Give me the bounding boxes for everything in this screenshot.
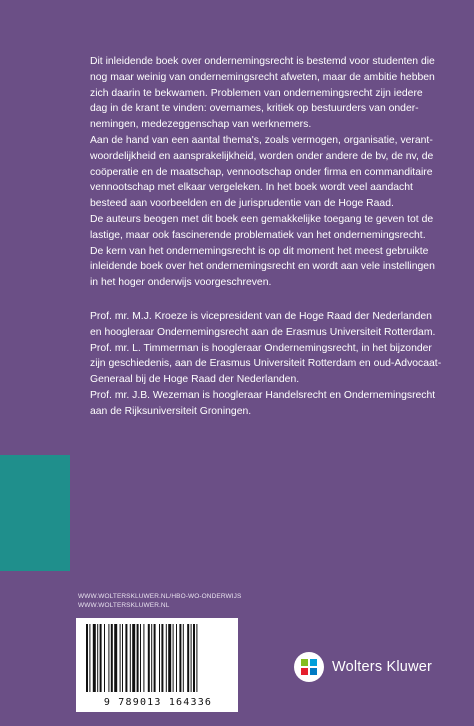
barcode-bar	[122, 624, 123, 692]
description-line: besteed aan voorbeelden en de jurisprudentie van de Hoge Raad.	[90, 198, 394, 210]
barcode-bar	[86, 624, 88, 692]
barcode-bar	[148, 624, 150, 692]
barcode-bar	[114, 624, 117, 692]
barcode-bar	[183, 624, 184, 692]
url-main[interactable]: WWW.WOLTERSKLUWER.NL	[78, 602, 170, 609]
author-bio-line: zijn geschiedenis, aan de Erasmus Universiteit Rotterdam en oud-Advocaat-	[90, 358, 442, 370]
barcode-bar	[89, 624, 90, 692]
back-cover-text	[90, 54, 450, 420]
isbn-number: 9 789013 164336	[103, 697, 213, 708]
barcode-bar	[120, 624, 121, 692]
barcode-bar	[108, 624, 109, 692]
barcode-bar	[154, 624, 156, 692]
barcode-bars	[86, 624, 228, 692]
description-line: zich daarin te bekwamen. Problemen van ondernemingsrecht zijn iedere	[90, 87, 423, 99]
barcode-bar	[196, 624, 197, 692]
accent-bar	[0, 455, 70, 571]
barcode-bar	[125, 624, 127, 692]
author-bio-line: Prof. mr. M.J. Kroeze is vicepresident van de Hoge Raad der Nederlanden	[90, 310, 432, 322]
url-education[interactable]: WWW.WOLTERSKLUWER.NL/HBO-WO-ONDERWIJS	[78, 593, 242, 600]
wolters-kluwer-logo-icon	[294, 652, 324, 682]
barcode-bar	[166, 624, 167, 692]
description-line: woordelijkheid en aansprakelijkheid, worden onder andere de bv, de nv, de	[90, 150, 434, 162]
barcode-bar	[151, 624, 152, 692]
barcode-bar	[104, 624, 105, 692]
barcode-bar	[143, 624, 144, 692]
author-bio-line: Prof. mr. L. Timmerman is hoogleraar Ondernemingsrecht, in het bijzonder	[90, 342, 432, 354]
barcode-bar	[159, 624, 160, 692]
description-line: lastige, maar ook fascinerende problematiek van het ondernemingsrecht.	[90, 229, 426, 241]
barcode-bar	[111, 624, 113, 692]
barcode-bar	[161, 624, 163, 692]
barcode-bar	[137, 624, 139, 692]
description-line: nog maar weinig van ondernemingsrecht afweten, maar de ambitie hebben	[90, 71, 435, 83]
description-line: nemingen, medezeggenschap van werknemers.	[90, 119, 312, 131]
publisher-name: Wolters Kluwer	[332, 659, 433, 675]
barcode-bar	[168, 624, 171, 692]
description-line: De auteurs beogen met dit boek een gemakkelijke toegang te geven tot de	[90, 213, 434, 225]
description-line: dag in de krant te vinden: overnames, kritiek op bestuurders van onder-	[90, 103, 419, 115]
barcode-bar	[191, 624, 192, 692]
barcode-bar	[173, 624, 174, 692]
barcode-bar	[100, 624, 102, 692]
description-line: inleidende boek over het ondernemingsrecht en wordt aan vele instellingen	[90, 261, 435, 273]
author-bio-line: aan de Rijksuniversiteit Groningen.	[90, 405, 252, 417]
publisher-urls	[78, 592, 241, 610]
barcode-bar	[187, 624, 189, 692]
barcode-bar	[97, 624, 98, 692]
description-line: in het hoger onderwijs voorgeschreven.	[90, 277, 272, 289]
description-line: Dit inleidende boek over ondernemingsrecht is bestemd voor studenten die	[90, 56, 435, 67]
description-line: coöperatie en de maatschap, vennootschap onder firma en commanditaire	[90, 166, 433, 178]
author-bio-line: Generaal bij de Hoge Raad der Nederlanden.	[90, 374, 300, 386]
author-bio-line: Prof. mr. J.B. Wezeman is hoogleraar Handelsrecht en Ondernemingsrecht	[90, 389, 436, 401]
barcode-bar	[193, 624, 195, 692]
barcode-bar	[179, 624, 181, 692]
publisher-logo	[294, 651, 432, 683]
author-bio-line: en hoogleraar Ondernemingsrecht aan de Erasmus Universiteit Rotterdam.	[90, 326, 436, 338]
description-line: De kern van het ondernemingsrecht is op dit moment het meest gebruikte	[90, 245, 429, 257]
barcode-bar	[130, 624, 131, 692]
barcode-bar	[93, 624, 96, 692]
description-line: Aan de hand van een aantal thema's, zoals vermogen, organisatie, verant-	[90, 134, 433, 146]
isbn-barcode	[76, 618, 238, 712]
barcode-bar	[176, 624, 177, 692]
barcode-bar	[140, 624, 141, 692]
barcode-bar	[132, 624, 135, 692]
description-line: vennootschap met elkaar vergeleken. In het boek wordt veel aandacht	[90, 182, 413, 194]
